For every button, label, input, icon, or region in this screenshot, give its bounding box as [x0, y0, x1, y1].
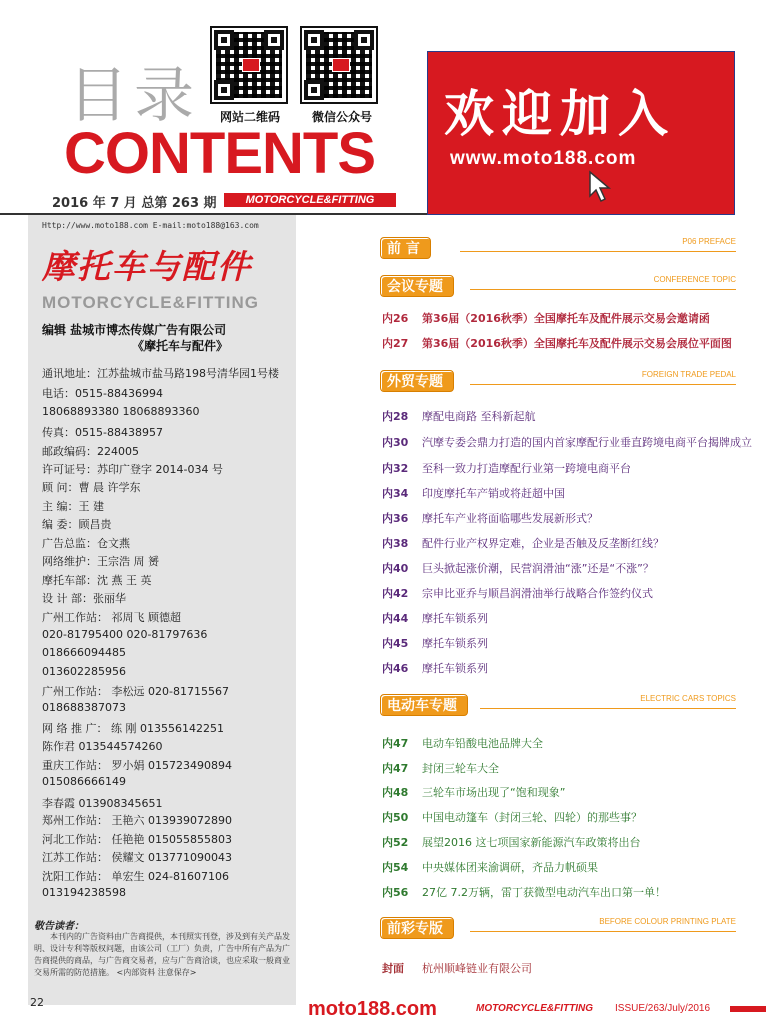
info-line: 李春霞 013908345651: [42, 797, 163, 810]
section-preface: [380, 237, 736, 261]
toc-title: 宗申比亚乔与顺昌润滑油举行战略合作签约仪式: [422, 587, 653, 600]
toc-title: 杭州顺峰链业有限公司: [422, 962, 532, 975]
qr-wechat-label: 微信公众号: [312, 110, 373, 124]
toc-entry[interactable]: [382, 960, 532, 976]
info-line: 河北工作站： 任艳艳 015055855803: [42, 833, 232, 846]
info-line: 设 计 部：张丽华: [42, 592, 126, 605]
info-line: 编 委：顾昌贵: [42, 518, 112, 531]
info-line: 广州工作站： 祁周飞 顾德超: [42, 611, 181, 624]
info-line: 沈阳工作站： 单宏生 024-81607106: [42, 870, 229, 883]
toc-page: 内48: [382, 786, 409, 799]
info-line: 015086666149: [42, 775, 126, 788]
banner-url[interactable]: www.moto188.com: [450, 148, 637, 169]
toc-page: 内50: [382, 811, 409, 824]
title-en: CONTENTS: [64, 121, 375, 186]
issue-info: 2016 年 7 月 总第 263 期: [52, 196, 217, 211]
cursor-arrow-icon: [588, 170, 614, 204]
qr-code-wechat-icon: [300, 26, 378, 104]
section-en-label: ELECTRIC CARS TOPICS: [640, 694, 736, 703]
toc-page: 内40: [382, 562, 409, 575]
section-conference: [380, 275, 736, 299]
toc-entry[interactable]: [382, 809, 642, 825]
section-label: 会议专题: [380, 275, 454, 297]
toc-title: 中央媒体团来渝调研，齐品力帆硕果: [422, 861, 598, 874]
toc-entry[interactable]: [382, 834, 641, 850]
info-line: 广告总监：仓文燕: [42, 537, 130, 550]
info-line: 广州工作站： 李松远 020-81715567: [42, 685, 229, 698]
footer-accent-bar: [730, 1006, 766, 1012]
section-trade: [380, 370, 736, 394]
info-line: 顾 问：曹 晨 许学东: [42, 481, 141, 494]
toc-title: 封闭三轮车大全: [422, 762, 499, 775]
toc-page: 内26: [382, 312, 409, 325]
toc-title: 巨头掀起涨价潮，民营润滑油“涨”还是“不涨”？: [422, 562, 654, 575]
toc-title: 展望2016 这七项国家新能源汽车政策将出台: [422, 836, 641, 849]
toc-page: 内46: [382, 662, 409, 675]
toc-title: 摩托车锁系列: [422, 662, 488, 675]
magazine-logo-cn: 摩托车与配件: [42, 247, 252, 286]
toc-entry[interactable]: [382, 859, 598, 875]
info-line: 013194238598: [42, 886, 126, 899]
toc-entry[interactable]: [382, 434, 752, 450]
footer-issue: ISSUE/263/July/2016: [615, 1003, 711, 1014]
toc-entry[interactable]: [382, 735, 543, 751]
info-line: 018688387073: [42, 701, 126, 714]
toc-page: 内38: [382, 537, 409, 550]
section-en-label: FOREIGN TRADE PEDAL: [641, 370, 736, 379]
section-label: 电动车专题: [380, 694, 468, 716]
toc-title: 摩托车产业将面临哪些发展新形式？: [422, 512, 598, 525]
toc-page: 内44: [382, 612, 409, 625]
toc-title: 第36届（2016秋季）全国摩托车及配件展示交易会邀请函: [422, 312, 710, 325]
toc-title: 电动车铅酸电池品牌大全: [422, 737, 543, 750]
toc-title: 中国电动篷车（封闭三轮、四轮）的那些事？: [422, 811, 642, 824]
toc-title: 摩配电商路 至科新起航: [422, 410, 536, 423]
notice-title: 敬告读者：: [34, 921, 84, 932]
toc-entry[interactable]: [382, 310, 710, 326]
toc-entry[interactable]: [382, 760, 499, 776]
info-line: 013602285956: [42, 665, 126, 678]
section-color: [380, 917, 736, 941]
toc-page: 内56: [382, 886, 409, 899]
toc-entry[interactable]: [382, 485, 565, 501]
info-line: 网络维护：王宗浩 周 赟: [42, 555, 159, 568]
footer-url[interactable]: moto188.com: [308, 998, 437, 1020]
info-line: 传真：0515-88438957: [42, 426, 163, 439]
toc-page: 内52: [382, 836, 409, 849]
toc-entry[interactable]: [382, 884, 666, 900]
editor: [42, 321, 229, 353]
toc-entry[interactable]: [382, 660, 488, 676]
magazine-logo-en: MOTORCYCLE&FITTING: [42, 293, 259, 312]
title-cn: 目录: [68, 61, 200, 131]
section-en-label: P06 PREFACE: [682, 237, 736, 246]
contact-links[interactable]: Http://www.moto188.com E-mail:moto188@163.com: [42, 221, 259, 230]
toc-title: 摩托车锁系列: [422, 637, 488, 650]
toc-title: 三轮车市场出现了“饱和现象”: [422, 786, 566, 799]
toc-page: 封面: [382, 962, 404, 975]
toc-page: 内47: [382, 762, 409, 775]
toc-entry[interactable]: [382, 335, 732, 351]
toc-page: 内45: [382, 637, 409, 650]
banner-title: 欢迎加入: [444, 85, 676, 143]
qr-site-label: 网站二维码: [220, 110, 281, 124]
toc-title: 配件行业产权界定难，企业是否触及反垄断红线？: [422, 537, 664, 550]
toc-entry[interactable]: [382, 460, 631, 476]
toc-entry[interactable]: [382, 784, 565, 800]
toc-page: 内34: [382, 487, 409, 500]
footer-magazine: MOTORCYCLE&FITTING: [476, 1003, 594, 1014]
toc-title: 印度摩托车产销或将赶超中国: [422, 487, 565, 500]
section-ev: [380, 694, 736, 718]
notice-body: 本刊内的广告资料由广告商提供，本刊照实刊登，涉及到有关产品发明、设计专利等版权问题，由该公司（工厂）负责，广告中所有产品为广告商提供的商品，与广告商交易者，应与广告商洽谈，也应采取一般商业交易所需的防范措施。 <内部资料 注意保存>: [34, 932, 290, 977]
info-line: 陈作君 013544574260: [42, 740, 163, 753]
toc-page: 内42: [382, 587, 409, 600]
toc-title: 27亿 7.2万辆，雷丁获微型电动汽车出口第一单！: [422, 886, 666, 899]
toc-page: 内47: [382, 737, 409, 750]
info-line: 邮政编码：224005: [42, 445, 139, 458]
section-label: 前 言: [380, 237, 431, 259]
info-line: 网 络 推 广： 练 刚 013556142251: [42, 722, 224, 735]
info-line: 许可证号：苏印广登字 2014-034 号: [42, 463, 223, 476]
magazine-badge: MOTORCYCLE&FITTING: [224, 193, 396, 207]
toc-entry[interactable]: [382, 510, 598, 526]
toc-entry[interactable]: [382, 635, 488, 651]
masthead-sidebar: [28, 215, 296, 1005]
info-line: 电话：0515-88436994: [42, 387, 163, 400]
toc-page: 内27: [382, 337, 409, 350]
toc-title: 摩托车锁系列: [422, 612, 488, 625]
info-line: 郑州工作站： 王艳六 013939072890: [42, 814, 232, 827]
toc-entry[interactable]: [382, 535, 664, 551]
info-line: 018666094485: [42, 646, 126, 659]
toc-title: 汽摩专委会鼎力打造的国内首家摩配行业垂直跨境电商平台揭牌成立: [422, 436, 752, 449]
editor-sub: 《摩托车与配件》: [132, 339, 229, 353]
page-number: 22: [30, 996, 44, 1009]
info-line: 摩托车部：沈 燕 王 英: [42, 574, 152, 587]
info-line: 主 编：王 建: [42, 500, 104, 513]
toc-page: 内30: [382, 436, 409, 449]
section-label: 外贸专题: [380, 370, 454, 392]
toc-page: 内28: [382, 410, 409, 423]
toc-entry[interactable]: [382, 585, 653, 601]
toc-page: 内32: [382, 462, 409, 475]
section-en-label: CONFERENCE TOPIC: [653, 275, 736, 284]
info-line: 通讯地址：江苏盐城市盐马路198号清华园1号楼: [42, 367, 279, 380]
toc-entry[interactable]: [382, 560, 654, 576]
section-en-label: BEFORE COLOUR PRINTING PLATE: [599, 917, 736, 926]
info-line: 020-81795400 020-81797636: [42, 628, 208, 641]
toc-entry[interactable]: [382, 408, 536, 424]
join-banner[interactable]: [427, 51, 735, 215]
section-label: 前彩专版: [380, 917, 454, 939]
toc-title: 至科一致力打造摩配行业第一跨境电商平台: [422, 462, 631, 475]
toc-title: 第36届（2016秋季）全国摩托车及配件展示交易会展位平面图: [422, 337, 732, 350]
info-line: 18068893380 18068893360: [42, 405, 200, 418]
toc-page: 内36: [382, 512, 409, 525]
info-line: 重庆工作站： 罗小娟 015723490894: [42, 759, 232, 772]
info-line: 江苏工作站： 侯耀文 013771090043: [42, 851, 232, 864]
qr-code-site-icon: [210, 26, 288, 104]
toc-entry[interactable]: [382, 610, 488, 626]
editor-name: 编辑 盐城市博杰传媒广告有限公司: [42, 323, 227, 337]
toc-page: 内54: [382, 861, 409, 874]
